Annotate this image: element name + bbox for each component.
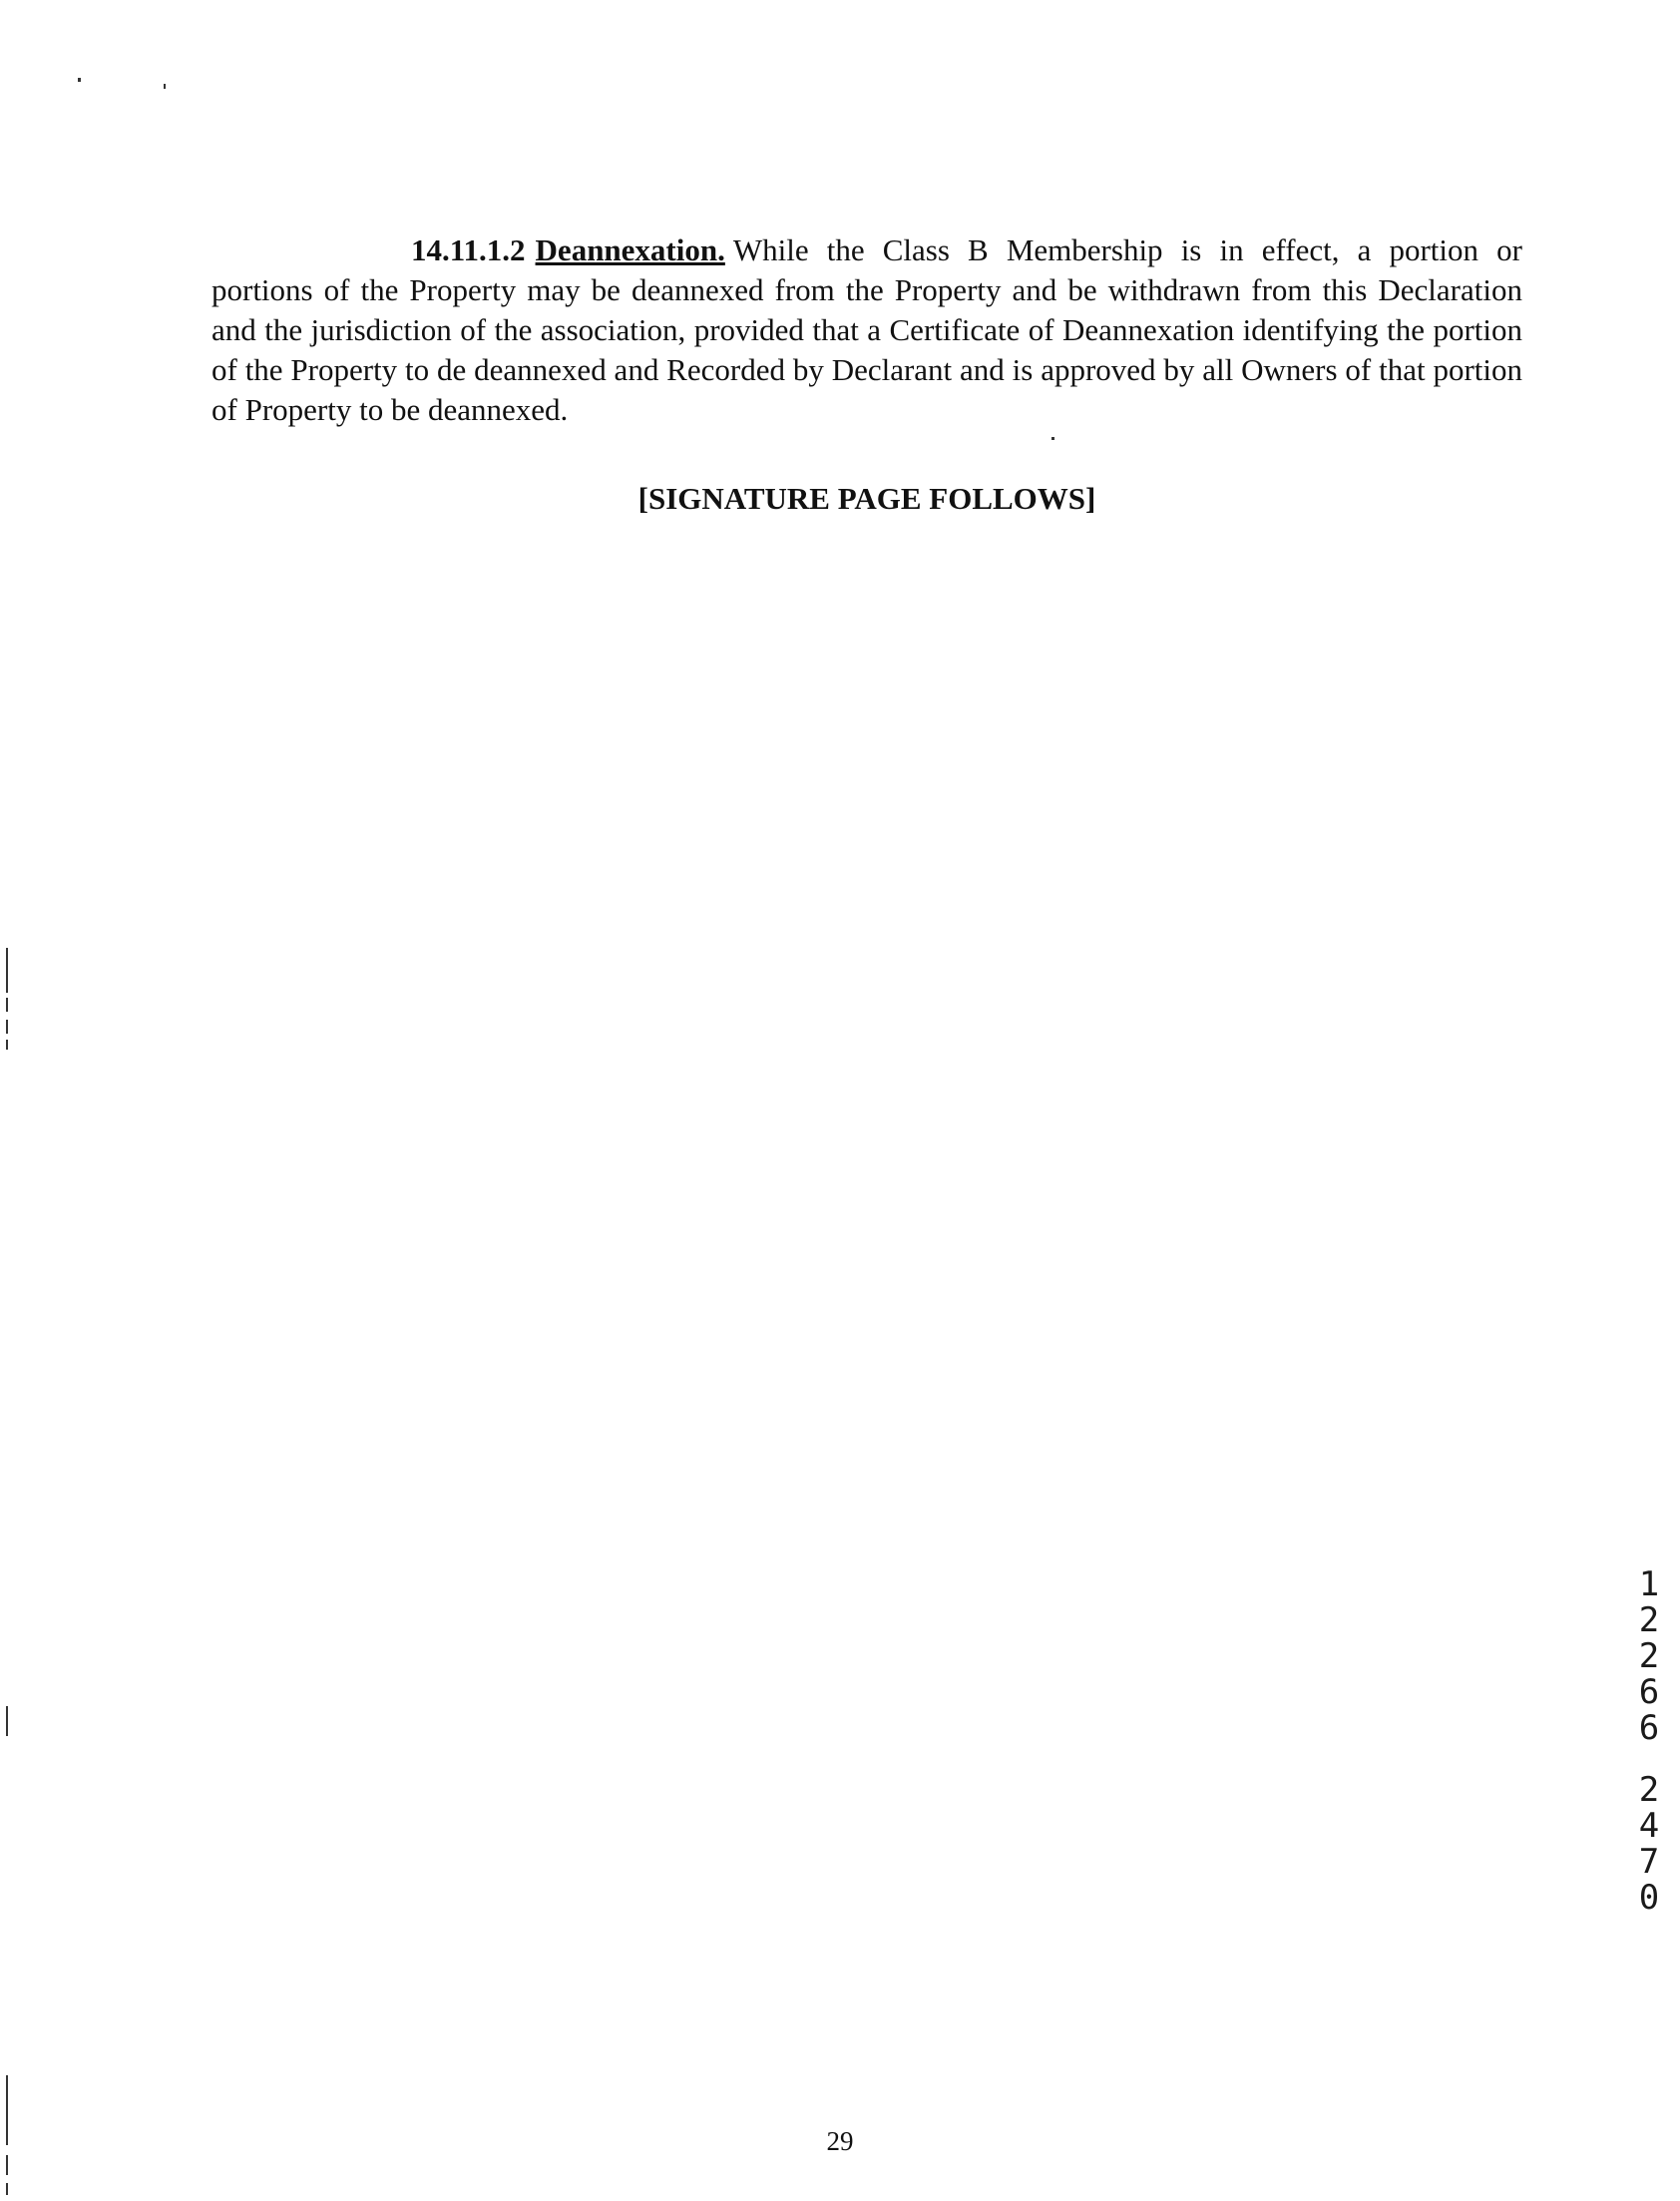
stamp-digit: 0	[1638, 1878, 1660, 1918]
scan-speck	[78, 78, 81, 82]
margin-scan-mark	[6, 1020, 8, 1034]
stamp-digit: 2	[1638, 1636, 1660, 1676]
stamp-digit: 6	[1638, 1672, 1660, 1712]
scan-speck	[164, 84, 166, 89]
page-number: 29	[826, 2126, 854, 2156]
stamp-digit: 1	[1638, 1564, 1660, 1604]
margin-scan-mark	[6, 998, 8, 1012]
section-number: 14.11.1.2	[411, 232, 526, 267]
margin-scan-mark	[6, 1040, 8, 1050]
signature-page-notice: [SIGNATURE PAGE FOLLOWS]	[637, 481, 1096, 516]
section-heading: Deannexation.	[535, 232, 725, 267]
recording-stamp-group-2	[1634, 1772, 1664, 1916]
stamp-digit: 2	[1638, 1600, 1660, 1640]
section-paragraph	[211, 230, 1522, 430]
margin-scan-mark	[6, 1706, 8, 1736]
stamp-digit: 4	[1638, 1806, 1660, 1846]
margin-scan-mark	[6, 2183, 8, 2195]
stamp-digit: 7	[1638, 1842, 1660, 1882]
stamp-digit: 2	[1638, 1770, 1660, 1810]
margin-scan-mark	[6, 2155, 8, 2175]
stamp-digit: 6	[1638, 1708, 1660, 1748]
section-body: While the Class B Membership is in effect, a portion or portions of the Property may be deannexed from the Property and be withdrawn from this Declaration and the jurisdiction of the association, provided that a Certificate of Deannexation identifying the portion of the Property to de deannexed and Recorded by Declarant and is approved by all Owners of that portion of Property to be deannexed.	[211, 232, 1522, 427]
margin-scan-mark	[6, 948, 8, 993]
recording-stamp-group-1	[1634, 1566, 1664, 1746]
scan-speck	[1051, 437, 1054, 440]
